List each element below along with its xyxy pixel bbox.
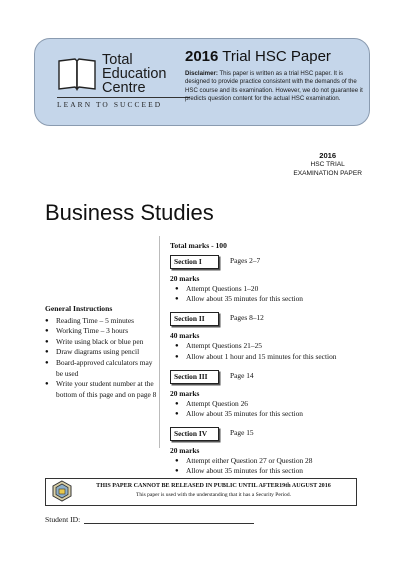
section-label: Section II [170, 312, 219, 326]
logo-text: Total Education Centre [102, 52, 167, 96]
list-item: ● Write using black or blue pen [45, 337, 157, 348]
list-item: ● Board-approved calculators may be used [45, 358, 157, 379]
total-marks: Total marks - 100 [170, 241, 227, 250]
security-notice-title: THIS PAPER CANNOT BE RELEASED IN PUBLIC UNTIL AFTER19th AUGUST 2016 [96, 483, 331, 489]
section-4 [170, 427, 370, 476]
list-item: ● Attempt Questions 1–20 [170, 284, 370, 294]
header-banner [34, 38, 370, 126]
section-2 [170, 312, 370, 361]
column-divider [159, 236, 160, 448]
section-pages: Page 15 [230, 428, 254, 438]
list-item: ● Write your student number at the bottom of this page and on page 8 [45, 379, 157, 400]
subject-title: Business Studies [45, 200, 214, 225]
list-item: ● Allow about 35 minutes for this section [170, 294, 370, 304]
student-id-blank[interactable] [84, 516, 254, 524]
list-item: ● Working Time – 3 hours [45, 326, 157, 337]
list-item: ● Reading Time – 5 minutes [45, 316, 157, 327]
sections-column [170, 241, 370, 477]
list-item: ● Allow about 1 hour and 15 minutes for this section [170, 352, 370, 362]
student-id-field [45, 515, 254, 524]
general-instructions-heading: General Instructions [45, 304, 113, 313]
section-1 [170, 255, 370, 304]
section-marks: 40 marks [170, 331, 200, 341]
list-item: ● Attempt either Question 27 or Question 28 [170, 456, 370, 466]
section-label: Section I [170, 255, 219, 269]
section-pages: Page 14 [230, 370, 254, 380]
logo [57, 51, 197, 121]
exam-meta: 2016 HSC TRIAL EXAMINATION PAPER [293, 151, 362, 177]
security-seal-icon [51, 480, 73, 502]
disclaimer: Disclaimer: This paper is written as a trial HSC paper. It is designed to provide practice consistent with the demands of the HSC course and its examination. However, we do not guarantee it predicts question content for the actual HSC examination. [185, 70, 363, 103]
section-pages: Pages 8–12 [230, 313, 264, 323]
list-item: ● Allow about 35 minutes for this section [170, 466, 370, 476]
section-marks: 20 marks [170, 274, 200, 283]
list-item: ● Attempt Question 26 [170, 399, 370, 409]
section-pages: Pages 2–7 [230, 256, 261, 265]
section-3 [170, 370, 370, 419]
list-item: ● Attempt Questions 21–25 [170, 341, 370, 351]
paper-title: 2016 Trial HSC Paper [185, 48, 331, 65]
logo-tagline: LEARN TO SUCCEED [57, 100, 163, 109]
list-item: ● Allow about 35 minutes for this section [170, 409, 370, 419]
section-label: Section IV [170, 427, 219, 441]
general-instructions [45, 304, 157, 400]
list-item: ● Draw diagrams using pencil [45, 347, 157, 358]
open-book-icon [57, 55, 97, 93]
section-marks: 20 marks [170, 446, 200, 456]
security-notice-subtitle: This paper is used with the understanding that it has a Security Period. [135, 492, 292, 498]
tagline-rule [57, 97, 190, 98]
section-marks: 20 marks [170, 388, 200, 398]
security-notice [45, 478, 357, 506]
student-id-label: Student ID: [45, 515, 81, 524]
section-label: Section III [170, 370, 219, 384]
